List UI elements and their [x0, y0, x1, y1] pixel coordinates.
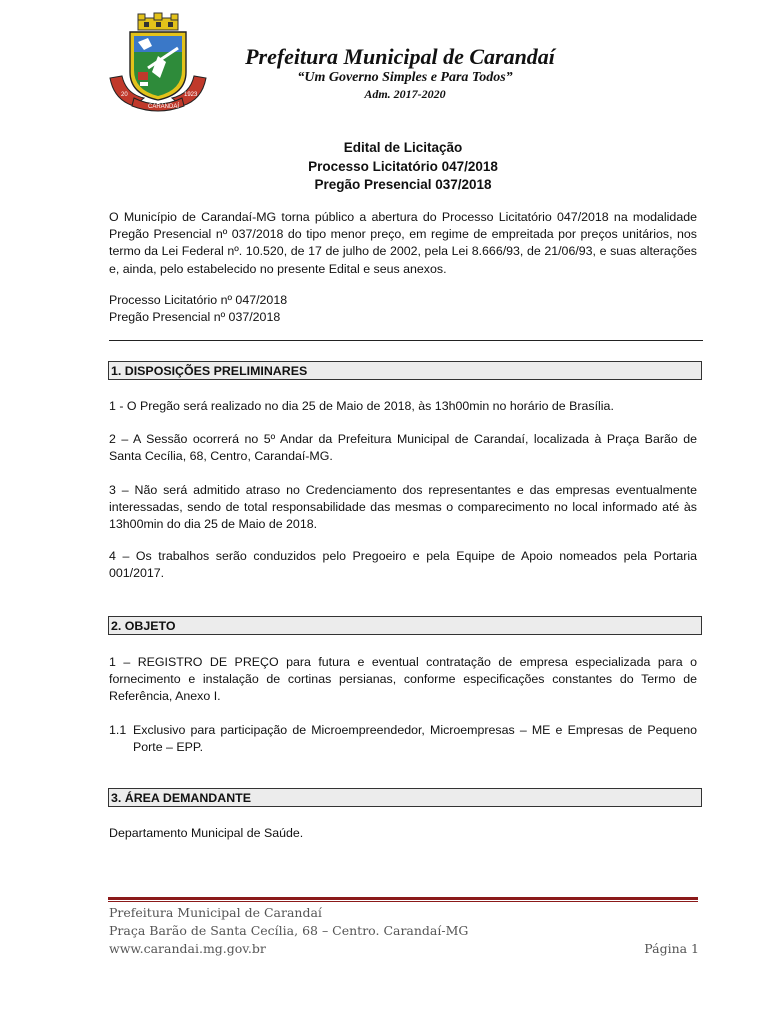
footer-name: Prefeitura Municipal de Carandaí [109, 905, 322, 920]
page-number: Página 1 [644, 941, 699, 956]
section-1-paragraph-3: 3 – Não será admitido atraso no Credenciamento dos representantes e das empresas eventualmente interessadas, sendo de total responsabilidade das mesmas o comparecimento no local informado até às 13h00min do dia 25 de Maio de 2018. [109, 483, 697, 532]
footer-website-link[interactable]: www.carandai.mg.gov.br [109, 941, 266, 956]
shield-icon [130, 32, 186, 100]
intro-paragraph: O Município de Carandaí-MG torna público a abertura do Processo Licitatório 047/2018 na modalidade Pregão Presencial nº 037/2018 do tipo menor preço, em regime de empreitada por preços unitários, nos termo da Lei Federal nº. 10.520, de 17 de julho de 2002, pela Lei 8.666/93, de 21/06/93, e suas alterações e, ainda, pelo estabelecido no presente Edital e seus anexos. [109, 210, 697, 276]
crown-icon [138, 13, 178, 30]
footer-bottom-row [109, 940, 699, 958]
section-3-paragraph-1: Departamento Municipal de Saúde. [109, 826, 304, 840]
pregao-reference: Pregão Presencial nº 037/2018 [109, 310, 281, 325]
document-titles [100, 139, 706, 195]
ribbon-right-text: 1923 [184, 92, 198, 98]
section-1-paragraph-2: 2 – A Sessão ocorrerá no 5º Andar da Prefeitura Municipal de Carandaí, localizada à Praça Barão de Santa Cecília, 68, Centro, Carandaí-MG. [109, 432, 697, 464]
footer-rule [108, 897, 698, 900]
ribbon-left-text: 20 [121, 92, 128, 98]
government-slogan: “Um Governo Simples e Para Todos” [297, 70, 513, 85]
processo-title: Processo Licitatório 047/2018 [308, 158, 498, 174]
ribbon-center-text: CARANDAÍ [148, 104, 180, 110]
reference-lines [109, 292, 697, 326]
section-1-paragraph-1: 1 - O Pregão será realizado no dia 25 de Maio de 2018, às 13h00min no horário de Brasília. [109, 399, 614, 413]
administration-period: Adm. 2017-2020 [364, 87, 446, 101]
pregao-title: Pregão Presencial 037/2018 [314, 177, 492, 192]
municipality-title: Prefeitura Municipal de Carandaí [245, 44, 555, 69]
section-2-paragraph-1: 1 – REGISTRO DE PREÇO para futura e eventual contratação de empresa especializada para o fornecimento e instalação de cortinas persianas, conforme especificações constantes do Termo de Referência, Anexo I. [109, 655, 697, 704]
subitem-text: Exclusivo para participação de Microempreendedor, Microempresas – ME e Empresas de Pequeno Porte – EPP. [133, 723, 697, 755]
section-heading-disposicoes: 1. DISPOSIÇÕES PRELIMINARES [108, 361, 702, 380]
section-1-paragraph-4: 4 – Os trabalhos serão conduzidos pelo Pregoeiro e pela Equipe de Apoio nomeados pela Portaria 001/2017. [109, 549, 697, 581]
divider [109, 340, 703, 341]
processo-reference: Processo Licitatório nº 047/2018 [109, 293, 288, 307]
footer-rule-thin [108, 901, 698, 902]
section-heading-area-demandante: 3. ÁREA DEMANDANTE [108, 788, 702, 807]
subitem-number: 1.1 [109, 723, 127, 737]
section-2-subitem [109, 722, 697, 756]
edital-title: Edital de Licitação [343, 140, 463, 155]
section-heading-objeto: 2. OBJETO [108, 616, 702, 635]
footer-address: Praça Barão de Santa Cecília, 68 – Centro. Carandaí-MG [109, 923, 469, 938]
coat-of-arms-icon [104, 12, 212, 112]
page-footer [109, 904, 699, 958]
